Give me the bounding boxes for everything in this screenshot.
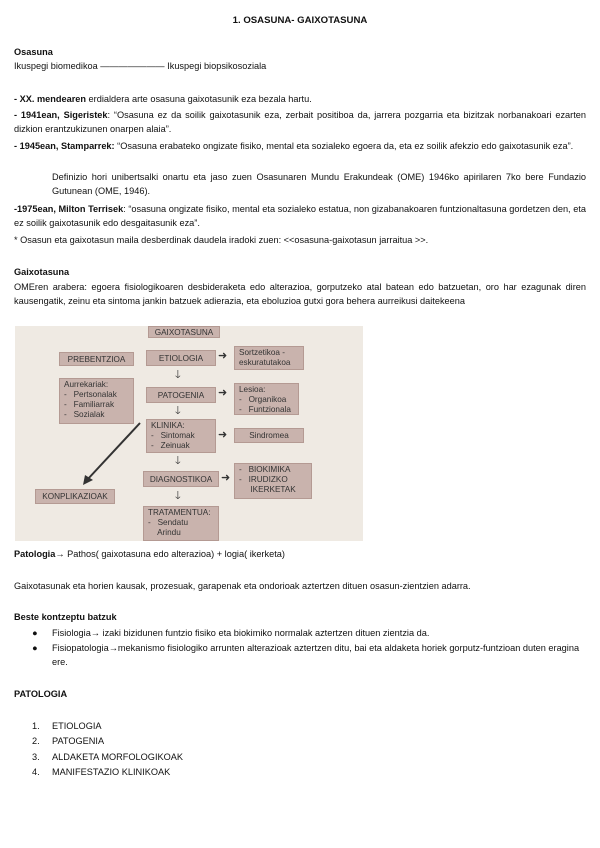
patologia-definition [14, 547, 586, 561]
diag-item: IKERKETAK [250, 485, 296, 494]
box-gaixotasuna: GAIXOTASUNA [148, 326, 220, 338]
tratamentua-item: Arindu [157, 528, 181, 537]
spectrum-line: Ikuspegi biomedikoa ——————— Ikuspegi biopsikosoziala [14, 61, 267, 71]
box-sortzetikoa: Sortzetikoa - eskuratutakoa [234, 346, 304, 370]
paragraph-text: : “Osasuna ez da soilik gaixotasunik eza, zerbait positiboa da, jarrera pozgarria eta bizitzak norbanakoari ezarten dizkion erantzukizunen onarpen alaia”. [14, 110, 586, 134]
paragraph-xx-mendea [14, 92, 586, 106]
patologia-description: Gaixotasunak eta horien kausak, prozesuak, garapenak eta ondorioak aztertzen dituen osasun-zientzien adarra. [14, 581, 471, 591]
box-etiologia: ETIOLOGIA [146, 350, 216, 366]
list-item: Fisiologia→ izaki bizidunen funtzio fisiko eta biokimiko normalak aztertzen dituen zientzia da. [52, 628, 430, 638]
arrow-down-icon: 🡓 [175, 490, 181, 502]
paragraph-ome: Definizio hori unibertsalki onartu eta jaso zuen Osasunaren Mundu Erakundeak (OME) 1946ko apirilaren 7ko bere Fundazio Gutunean (OME, 1946). [52, 172, 586, 196]
list-item: Fisiopatologia→mekanismo fisiologiko arrunten alterazioak aztertzen ditu, bai eta aldaketa horiek gorputz-funtzioan duten eragina ere. [52, 643, 580, 667]
arrow-down-icon: 🡓 [175, 455, 181, 467]
arrow-down-icon: 🡓 [175, 369, 181, 381]
bold-lead: Patologia [14, 549, 56, 559]
paragraph-stampar [14, 139, 586, 153]
osasuna-heading: Osasuna [14, 47, 53, 57]
box-prebentzioa: PREBENTZIOA [59, 352, 134, 366]
arrow-right-icon: ➜ [221, 472, 231, 484]
tratamentua-label: TRATAMENTUA: [148, 508, 211, 517]
list-number: 4. [32, 767, 40, 777]
box-diagnostikoa: DIAGNOSTIKOA [143, 471, 219, 487]
list-item: MANIFESTAZIO KLINIKOAK [52, 767, 171, 777]
paragraph-text: “Osasuna erabateko ongizate fisiko, mental eta sozialeko egoera da, eta ez soilik afekzio edo gaixotasunik eza”. [114, 141, 574, 151]
box-patogenia: PATOGENIA [146, 387, 216, 403]
arrow-right-icon: ➜ [218, 350, 228, 362]
beste-heading: Beste kontzeptu batzuk [14, 612, 117, 622]
bullet-icon: ● [32, 643, 38, 653]
aurrekariak-item: - Familiarrak [64, 400, 115, 409]
klinika-label: KLINIKA: [151, 421, 185, 430]
bold-lead: - XX. mendearen [14, 94, 86, 104]
paragraph-text: erdialdera arte osasuna gaixotasunik eza bezala hartu. [86, 94, 312, 104]
arrow-down-icon: 🡓 [175, 405, 181, 417]
list-number: 1. [32, 721, 40, 731]
lesioa-item: - Funtzionala [239, 405, 291, 414]
list-item: ALDAKETA MORFOLOGIKOAK [52, 752, 184, 762]
patologia-heading: PATOLOGIA [14, 689, 68, 699]
bold-lead: -1975ean, Milton Terrisek [14, 204, 124, 214]
bullet-icon: ● [32, 628, 38, 638]
page-title: 1. OSASUNA- GAIXOTASUNA [232, 15, 368, 26]
definition-text: → Pathos( gaixotasuna edo alterazioa) + logia( ikerketa) [55, 549, 285, 559]
lesioa-item: - Organikoa [239, 395, 287, 404]
arrow-right-icon: ➜ [218, 429, 228, 441]
list-item: PATOGENIA [52, 736, 105, 746]
bold-lead: - 1941ean, Sigeristek [14, 110, 108, 120]
lesioa-label: Lesioa: [239, 385, 266, 394]
box-diagnostic-methods [234, 463, 312, 499]
paragraph-text: : “osasuna ongizate fisiko, mental eta sozialeko estatua, non gizabanakoaren funtzionaltasuna gordetzen den, eta ez soilik gaixotasunik edo desgaitasunik eza”. [14, 204, 586, 228]
paragraph-sigerist [14, 108, 586, 136]
diag-item: - BIOKIMIKA [239, 465, 291, 474]
arrow-right-icon: ➜ [218, 387, 228, 399]
klinika-item: - Zeinuak [151, 441, 190, 450]
tratamentua-item: - Sendatu [148, 518, 189, 527]
paragraph-terris [14, 202, 586, 230]
paragraph-continuum: * Osasun eta gaixotasun maila desberdinak daudela iradoki zuen: <<osasuna-gaixotasun jarraitua >>. [14, 235, 429, 245]
box-sindromea: Sindromea [234, 428, 304, 443]
disease-diagram [15, 326, 363, 541]
gaixotasuna-heading: Gaixotasuna [14, 267, 70, 277]
box-konplikazioak: KONPLIKAZIOAK [35, 489, 115, 504]
aurrekariak-item: - Pertsonalak [64, 390, 117, 399]
list-number: 2. [32, 736, 40, 746]
list-number: 3. [32, 752, 40, 762]
list-item: ETIOLOGIA [52, 721, 102, 731]
klinika-item: - Sintomak [151, 431, 195, 440]
aurrekariak-item: - Sozialak [64, 410, 105, 419]
gaixotasuna-definition: OMEren arabera: egoera fisiologikoaren desbideraketa edo alterazioa, gorputzeko atal batean edo batzuetan, oro har ezagunak diren kausengatik, zeinu eta sintoma jankin batzuek adierazia, eta eboluzioa gutxi gora behera aurreikusi daitekeena [14, 282, 586, 306]
box-tratamentua [143, 506, 219, 541]
aurrekariak-label: Aurrekariak: [64, 380, 109, 389]
bold-lead: - 1945ean, Stamparrek: [14, 141, 115, 151]
diag-item: - IRUDIZKO [239, 475, 288, 484]
